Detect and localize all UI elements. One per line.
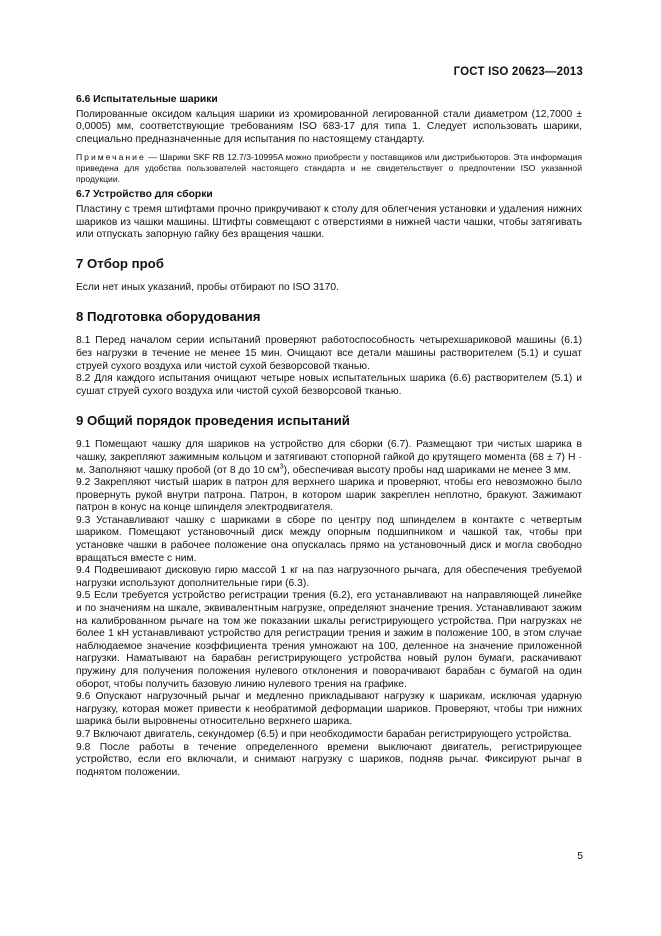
section-9-1-para xyxy=(76,439,582,477)
page-number: 5 xyxy=(577,851,583,862)
section-9-7-para: 9.7 Включают двигатель, секундомер (6.5) и при необходимости барабан регистрирующего устройства. xyxy=(76,728,572,740)
section-7-heading: 7 Отбор проб xyxy=(76,255,164,271)
section-9-3-para: 9.3 Устанавливают чашку с шариками в сборе по центру под шпинделем в контакте с четвертым шариком. Помещают установочный диск между опорным подшипником и чашкой так, чтобы при установке чашки в рабочее положение она опускалась прямо на установочный диск и могла свободно вращаться вместе с ним. xyxy=(76,514,582,564)
superscript-cubic: 3 xyxy=(279,463,284,471)
section-6-6-title: 6.6 Испытательные шарики xyxy=(76,94,218,105)
document-code-header: ГОСТ ISO 20623—2013 xyxy=(453,66,583,78)
note-label: Примечание xyxy=(76,152,146,163)
section-8-2-para: 8.2 Для каждого испытания очищают четыре новых испытательных шарика (6.6) растворителем (5.1) и сушат струей сухого воздуха или чистой сухой безворсовой тканью. xyxy=(76,373,582,397)
section-6-6-body: Полированные оксидом кальция шарики из хромированной легированной стали диаметром (12,7000 ± 0,0005) мм, соответствующие требованиям ISO 683-17 для типа 1. Следует использовать шарики, специально предназначенные для испытания по настоящему стандарту. xyxy=(76,108,582,145)
section-9-6-para: 9.6 Опускают нагрузочный рычаг и медленно прикладывают нагрузку к шарикам, исключая ударную нагрузку, которая может привести к необратимой деформации шариков. Проверяют, чтобы три нижних шарика были выровнены относительно верхнего шарика. xyxy=(76,691,582,728)
section-6-7-body: Пластину с тремя штифтами прочно прикручивают к столу для облегчения установки и удаления нижних шариков из чашки машины. Штифты совмещают с отверстиями в нижней части чашки, чтобы затягивать или отпускать запорную гайку без вращения чашки. xyxy=(76,203,582,241)
section-9-1-text-b: ), обеспечивая высоту пробы над шариками не менее 3 мм. xyxy=(283,464,571,476)
section-9-5-para: 9.5 Если требуется устройство регистрации трения (6.2), его устанавливают на направляющей линейке и по значениям на шкале, эквивалентным нагрузке, определяют значение трения. Устанавливают зажим на калиброванном рычаге на том же показании шкалы регистрирующего устройства. При нагрузках не более 1 кН устанавливают устройство для регистрации трения и зажим в положение 100, в этом случае наблюдаемое значение коэффициента трения умножают на 100, деленное на значение приложенной нагрузки. Наматывают на барабан регистрирующего устройства новый рулон бумаги, раскачивают пружину для получения положения нулевого отклонения и поворачивают барабан с бумагой на один оборот, чтобы получить базовую линию нулевого трения на графике. xyxy=(76,590,582,690)
section-6-7-title: 6.7 Устройство для сборки xyxy=(76,189,213,201)
section-9-8-para: 9.8 После работы в течение определенного времени выключают двигатель, регистрирующее устройство, если его включали, и снимают нагрузку с шариков, подняв рычаг. Фиксируют рычаг в поднятом положении. xyxy=(76,741,582,778)
section-8-heading: 8 Подготовка оборудования xyxy=(76,309,261,325)
section-9-4-para: 9.4 Подвешивают дисковую гирю массой 1 кг на паз нагрузочного рычага, для обеспечения требуемой нагрузки используют дополнительные гири (6.3). xyxy=(76,565,582,589)
section-9-2-para: 9.2 Закрепляют чистый шарик в патрон для верхнего шарика и проверяют, чтобы его невозможно было провернуть рукой внутри патрона. Патрон, в котором шарик закреплен неплотно, бракуют. Зажимают патрон в конус на конце шпинделя электродвигателя. xyxy=(76,477,582,514)
note-text: — Шарики SKF RB 12.7/3-10995A можно приобрести у поставщиков или дистрибьюторов. Эта информация приведена для удобства пользователей настоящего стандарта и не свидетельствует о предпочтении ISO указанной продукции. xyxy=(76,152,582,185)
section-6-6-note xyxy=(76,152,582,185)
section-7-body: Если нет иных указаний, пробы отбирают по ISO 3170. xyxy=(76,281,339,293)
section-9-1-text-a: 9.1 Помещают чашку для шариков на устройство для сборки (6.7). Размещают три чистых шарика в чашку, закрепляют зажимным кольцом и затягивают стопорной гайкой до крутящего момента (68 ± 7) Н · м. Заполняют чашку пробой (от 8 до 10 см xyxy=(76,439,582,476)
section-8-1-para: 8.1 Перед началом серии испытаний проверяют работоспособность четырехшариковой машины (6.1) без нагрузки в течение не менее 15 мин. Очищают все детали машины растворителем (5.1) и сушат струей сухого воздуха или чистой сухой безворсовой тканью. xyxy=(76,335,582,372)
page-content xyxy=(76,94,582,779)
section-9-heading: 9 Общий порядок проведения испытаний xyxy=(76,413,350,429)
